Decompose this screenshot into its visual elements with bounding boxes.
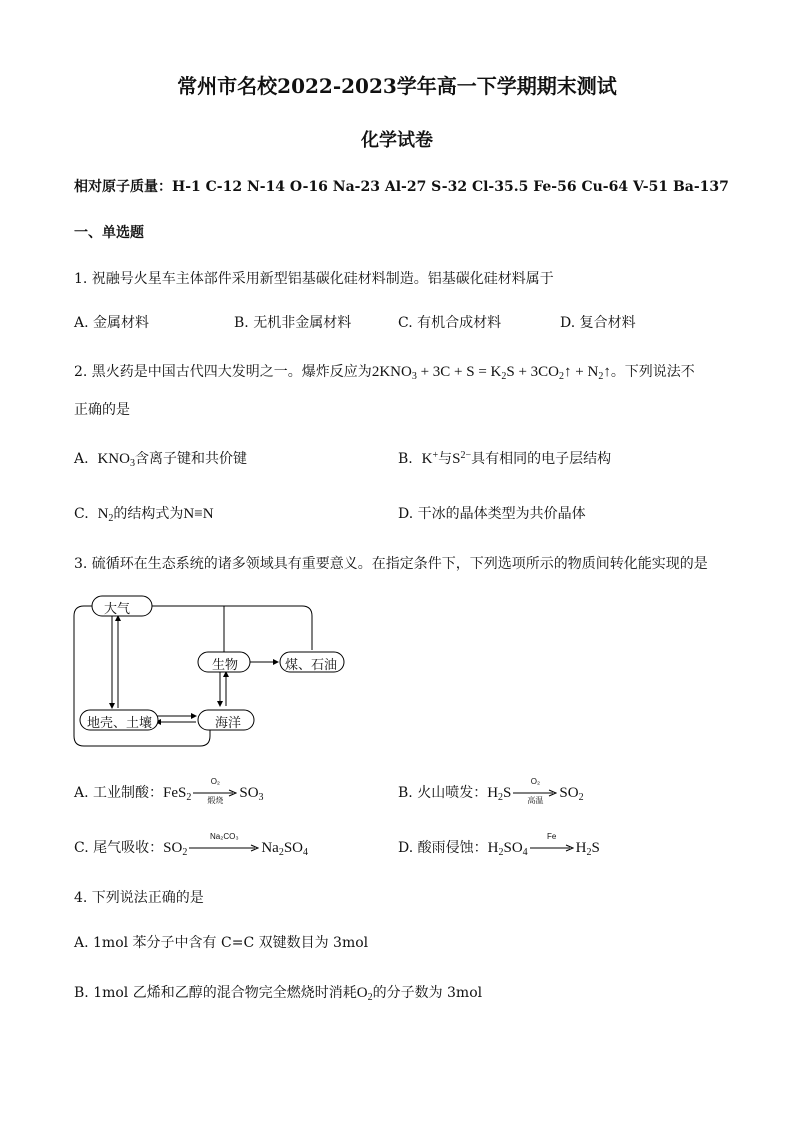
q2-option-d: D. 干冰的晶体类型为共价晶体 xyxy=(398,506,586,522)
question-2-stem xyxy=(74,361,695,382)
node-ocean-label: 海洋 xyxy=(215,716,242,731)
exam-subtitle: 化学试卷 xyxy=(361,130,433,151)
q2-option-c: C. $N_2$的结构式为N≡N xyxy=(74,506,214,524)
reaction-arrow-d: Fe xyxy=(530,841,574,855)
q2-equation: $2KNO_3 + 3C + S = K_2S$ + $3CO_2↑$ + $N_2↑$ xyxy=(371,364,611,382)
question-4-stem: 4. 下列说法正确的是 xyxy=(74,890,204,906)
q4-option-a: A. 1mol 苯分子中含有 C=C 双键数目为 3mol xyxy=(74,935,369,951)
section-title: 一、单选题 xyxy=(74,225,144,241)
node-biology-label: 生物 xyxy=(212,658,239,673)
atomic-masses: 相对原子质量：H-1 C-12 N-14 O-16 Na-23 Al-27 S-32 Cl-35.5 Fe-56 Cu-64 V-51 Ba-137 xyxy=(74,179,729,195)
reaction-arrow-a: O₂ 煅烧 xyxy=(193,786,237,800)
question-1-stem: 1. 祝融号火星车主体部件采用新型铝基碳化硅材料制造。铝基碳化硅材料属于 xyxy=(74,271,554,287)
q2-stem-prefix: 2. 黑火药是中国古代四大发明之一。爆炸反应为 xyxy=(74,364,372,380)
q2-a-formula: $KNO_3$ xyxy=(97,451,135,469)
q2-stem-line2: 正确的是 xyxy=(74,402,130,418)
node-atmosphere-label: 大气 xyxy=(104,602,131,617)
q1-option-c: C. 有机合成材料 xyxy=(398,315,502,331)
q1-option-b: B. 无机非金属材料 xyxy=(234,315,352,331)
q3-option-a: A. 工业制酸：FeS$_2$ O₂ 煅烧 $SO_3$ xyxy=(74,777,264,805)
q4-option-b: B. 1mol 乙烯和乙醇的混合物完全燃烧时消耗$O_2$的分子数为 3mol xyxy=(74,985,483,1003)
q2-option-b: B. K+与$S^{2-}$具有相同的电子层结构 xyxy=(398,450,612,467)
reaction-arrow-c: Na₂CO₃ xyxy=(189,841,259,855)
exam-title: 常州市名校2022-2023学年高一下学期期末测试 xyxy=(177,74,617,98)
question-3-stem: 3. 硫循环在生态系统的诸多领域具有重要意义。在指定条件下，下列选项所示的物质间转化能实现的是 xyxy=(74,556,708,572)
q1-option-a: A. 金属材料 xyxy=(74,315,150,331)
q2-stem-suffix: 。下列说法不 xyxy=(610,364,695,380)
node-crust-soil-label: 地壳、土壤 xyxy=(87,716,153,731)
q1-option-d: D. 复合材料 xyxy=(560,315,636,331)
q3-option-d: D. 酸雨侵蚀：$H_2SO_4$ Fe $H_2S$ xyxy=(398,832,600,858)
q3-option-c: C. 尾气吸收：$SO_2$ Na₂CO₃ $Na_2SO_4$ xyxy=(74,832,308,858)
q3-option-b: B. 火山喷发：$H_2S$ O₂ 高温 $SO_2$ xyxy=(398,777,584,805)
q2-option-a: A. $KNO_3$含离子键和共价键 xyxy=(74,451,247,469)
node-coal-oil-label: 煤、石油 xyxy=(285,658,338,673)
reaction-arrow-b: O₂ 高温 xyxy=(513,786,557,800)
